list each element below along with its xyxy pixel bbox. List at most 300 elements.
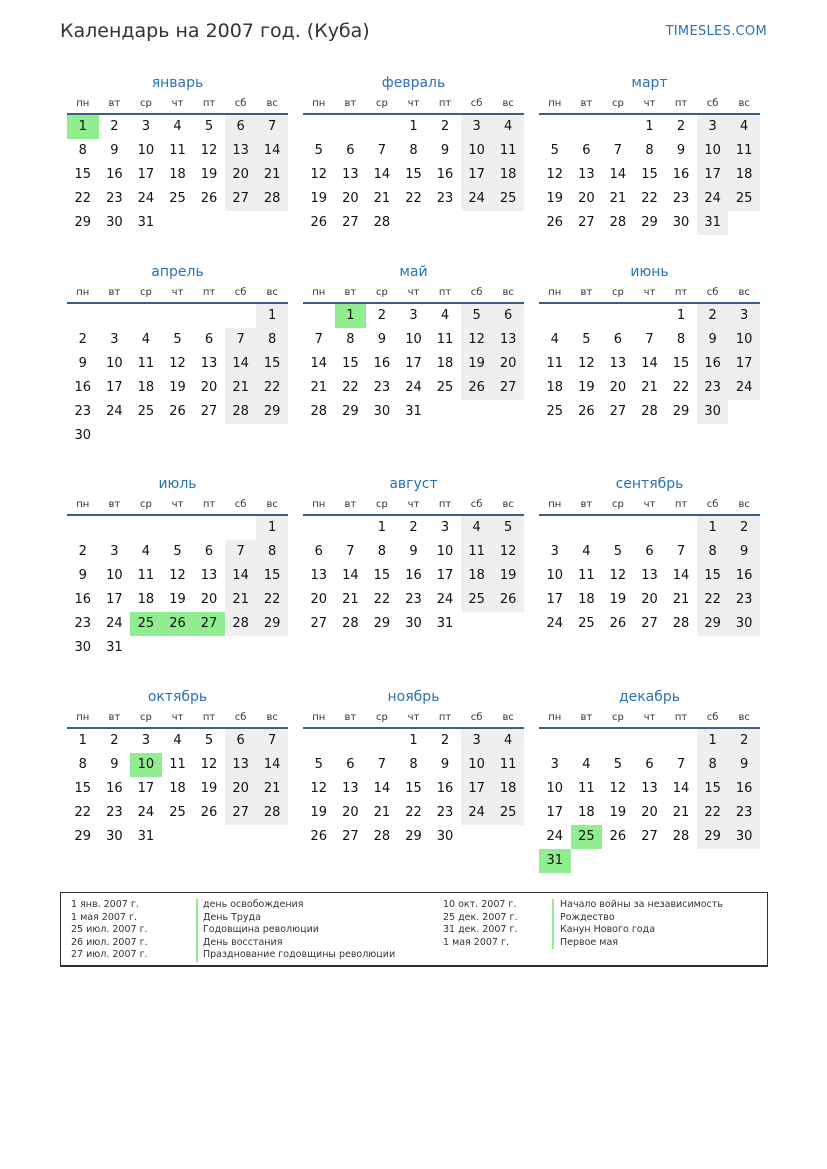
weekday-label: сб bbox=[234, 499, 247, 510]
week-row bbox=[539, 376, 760, 400]
weekday-label: пт bbox=[202, 499, 216, 510]
day-cell: 25 bbox=[578, 616, 595, 631]
day-cell: 12 bbox=[578, 356, 595, 371]
empty-day-cell bbox=[130, 424, 162, 448]
brand-link[interactable]: TIMESLES.COM bbox=[665, 24, 767, 39]
day-cell: 11 bbox=[436, 332, 454, 347]
day-cell: 23 bbox=[672, 191, 690, 206]
day-cell: 3 bbox=[461, 115, 493, 139]
day-cell: 6 bbox=[225, 729, 257, 753]
day-cell: 5 bbox=[314, 143, 323, 158]
weekday-label: вс bbox=[502, 499, 514, 510]
day-cell: 12 bbox=[609, 781, 627, 796]
empty-day-cell bbox=[162, 211, 194, 235]
week-row bbox=[303, 139, 524, 163]
day-cell: 7 bbox=[256, 729, 288, 753]
empty-day-cell bbox=[99, 516, 131, 540]
day-cell: 8 bbox=[409, 757, 418, 772]
day-cell: 15 bbox=[373, 568, 391, 583]
day-cell: 30 bbox=[697, 400, 729, 424]
month-name: май bbox=[399, 264, 428, 280]
empty-day-cell bbox=[303, 115, 335, 139]
day-cell: 2 bbox=[110, 119, 119, 134]
day-cell: 9 bbox=[409, 544, 418, 559]
day-cell: 5 bbox=[582, 332, 591, 347]
weekday-label: вт bbox=[344, 712, 357, 723]
day-cell: 23 bbox=[373, 380, 391, 395]
weekday-header bbox=[539, 494, 760, 516]
day-cell: 20 bbox=[342, 191, 359, 206]
day-cell: 13 bbox=[200, 568, 218, 583]
month-1 bbox=[67, 73, 288, 235]
empty-day-cell bbox=[366, 729, 398, 753]
day-cell: 13 bbox=[578, 167, 595, 182]
day-cell: 11 bbox=[578, 781, 595, 796]
weekday-label: пт bbox=[438, 499, 452, 510]
weekday-label: вт bbox=[580, 287, 593, 298]
day-cell: 5 bbox=[613, 757, 623, 772]
week-row bbox=[303, 753, 524, 777]
weekday-label: ср bbox=[611, 98, 624, 109]
weekday-label: сб bbox=[470, 712, 483, 723]
day-cell: 29 bbox=[256, 400, 288, 424]
day-cell: 25 bbox=[169, 191, 186, 206]
day-cell: 28 bbox=[225, 612, 257, 636]
empty-day-cell bbox=[335, 516, 367, 540]
day-cell: 27 bbox=[641, 616, 658, 631]
legend-date: 27 июл. 2007 г. bbox=[71, 949, 148, 960]
empty-day-cell bbox=[461, 612, 493, 636]
day-cell: 26 bbox=[492, 588, 524, 612]
day-cell: 21 bbox=[373, 191, 391, 206]
day-cell: 3 bbox=[550, 544, 559, 559]
month-name: сентябрь bbox=[615, 476, 684, 492]
month-name: октябрь bbox=[147, 689, 208, 705]
day-cell: 19 bbox=[578, 380, 595, 395]
day-cell: 29 bbox=[74, 829, 92, 844]
weekday-label: чт bbox=[407, 499, 420, 510]
week-row bbox=[67, 801, 288, 825]
day-cell: 25 bbox=[461, 588, 493, 612]
day-cell: 28 bbox=[342, 616, 359, 631]
weekday-label: вс bbox=[502, 712, 514, 723]
empty-day-cell bbox=[602, 849, 634, 873]
day-cell: 27 bbox=[578, 215, 595, 230]
day-cell: 1 bbox=[67, 115, 99, 139]
day-cell: 16 bbox=[405, 568, 422, 583]
week-row bbox=[303, 376, 524, 400]
week-row bbox=[539, 564, 760, 588]
week-row bbox=[67, 729, 288, 753]
week-row bbox=[303, 588, 524, 612]
day-cell: 14 bbox=[609, 167, 627, 182]
week-row bbox=[67, 564, 288, 588]
day-cell: 3 bbox=[461, 729, 493, 753]
week-row bbox=[303, 304, 524, 328]
day-cell: 11 bbox=[546, 356, 564, 371]
weekday-label: сб bbox=[706, 287, 719, 298]
day-cell: 14 bbox=[373, 167, 391, 182]
day-cell: 10 bbox=[546, 781, 564, 796]
day-cell: 27 bbox=[225, 801, 257, 825]
day-cell: 8 bbox=[409, 143, 418, 158]
legend-holiday-name: Канун Нового года bbox=[560, 924, 656, 935]
day-cell: 24 bbox=[436, 592, 454, 607]
day-cell: 5 bbox=[550, 143, 559, 158]
legend-left-marker bbox=[196, 899, 198, 962]
day-cell: 17 bbox=[405, 356, 422, 371]
day-cell: 10 bbox=[546, 568, 564, 583]
legend-holiday-name: Рождество bbox=[560, 911, 615, 923]
weekday-label: вс bbox=[266, 287, 278, 298]
day-cell: 23 bbox=[106, 191, 123, 206]
empty-day-cell bbox=[461, 825, 493, 849]
day-cell: 2 bbox=[377, 308, 387, 323]
day-cell: 13 bbox=[200, 356, 218, 371]
week-row bbox=[303, 564, 524, 588]
day-cell: 18 bbox=[728, 163, 760, 187]
week-row bbox=[67, 328, 288, 352]
day-cell: 24 bbox=[546, 616, 564, 631]
month-6 bbox=[539, 262, 760, 424]
day-cell: 17 bbox=[106, 380, 123, 395]
day-cell: 31 bbox=[697, 211, 729, 235]
day-cell: 29 bbox=[74, 215, 92, 230]
weekday-label: сб bbox=[234, 287, 247, 298]
day-cell: 17 bbox=[461, 163, 493, 187]
weekday-label: пт bbox=[438, 712, 452, 723]
empty-day-cell bbox=[461, 400, 493, 424]
day-cell: 27 bbox=[342, 829, 359, 844]
day-cell: 30 bbox=[728, 612, 760, 636]
week-row bbox=[67, 753, 288, 777]
day-cell: 25 bbox=[169, 805, 186, 820]
weekday-header bbox=[303, 494, 524, 516]
day-cell: 24 bbox=[461, 801, 493, 825]
legend-date: 10 окт. 2007 г. bbox=[443, 899, 517, 910]
day-cell: 16 bbox=[74, 380, 92, 395]
day-cell: 12 bbox=[609, 568, 627, 583]
empty-day-cell bbox=[335, 115, 367, 139]
empty-day-cell bbox=[728, 849, 760, 873]
empty-day-cell bbox=[256, 636, 288, 660]
day-cell: 8 bbox=[346, 332, 355, 347]
weekday-label: пн bbox=[76, 287, 90, 298]
day-cell: 22 bbox=[697, 588, 729, 612]
day-cell: 18 bbox=[169, 781, 186, 796]
day-cell: 3 bbox=[440, 520, 450, 535]
day-cell: 10 bbox=[461, 753, 493, 777]
week-row bbox=[303, 516, 524, 540]
day-cell: 26 bbox=[578, 404, 595, 419]
weekday-label: пт bbox=[674, 98, 688, 109]
day-cell: 1 bbox=[256, 304, 288, 328]
empty-day-cell bbox=[162, 304, 194, 328]
day-cell: 31 bbox=[106, 640, 123, 655]
week-row bbox=[539, 187, 760, 211]
day-cell: 22 bbox=[672, 380, 690, 395]
weekday-label: чт bbox=[407, 712, 420, 723]
day-cell: 30 bbox=[106, 215, 123, 230]
day-cell: 2 bbox=[110, 733, 119, 748]
empty-day-cell bbox=[303, 304, 335, 328]
weekday-label: ср bbox=[375, 499, 388, 510]
day-cell: 6 bbox=[314, 544, 323, 559]
day-cell: 1 bbox=[335, 304, 367, 328]
day-cell: 2 bbox=[78, 332, 87, 347]
week-row bbox=[539, 849, 760, 873]
weekday-label: пн bbox=[312, 287, 326, 298]
month-name: декабрь bbox=[618, 689, 681, 705]
day-cell: 4 bbox=[141, 332, 151, 347]
empty-day-cell bbox=[366, 115, 398, 139]
day-cell: 16 bbox=[697, 352, 729, 376]
day-cell: 11 bbox=[578, 568, 595, 583]
day-cell: 7 bbox=[225, 540, 257, 564]
week-row bbox=[539, 588, 760, 612]
day-cell: 8 bbox=[676, 332, 686, 347]
day-cell: 22 bbox=[697, 801, 729, 825]
day-cell: 15 bbox=[697, 777, 729, 801]
day-cell: 5 bbox=[613, 544, 623, 559]
legend-right-marker bbox=[552, 899, 554, 949]
day-cell: 30 bbox=[106, 829, 123, 844]
day-cell: 4 bbox=[461, 516, 493, 540]
day-cell: 24 bbox=[546, 829, 564, 844]
legend-date: 25 дек. 2007 г. bbox=[443, 911, 518, 923]
weekday-label: чт bbox=[643, 499, 656, 510]
day-cell: 30 bbox=[728, 825, 760, 849]
day-cell: 23 bbox=[436, 191, 454, 206]
week-row bbox=[539, 211, 760, 235]
day-cell: 11 bbox=[169, 143, 186, 158]
day-cell: 29 bbox=[256, 612, 288, 636]
day-cell: 22 bbox=[74, 191, 92, 206]
week-row bbox=[303, 163, 524, 187]
day-cell: 13 bbox=[310, 568, 328, 583]
empty-day-cell bbox=[398, 211, 430, 235]
day-cell: 4 bbox=[173, 119, 182, 134]
week-row bbox=[67, 376, 288, 400]
day-cell: 27 bbox=[609, 404, 627, 419]
day-cell: 26 bbox=[200, 805, 218, 820]
legend-holiday-name: Начало войны за независимость bbox=[560, 899, 723, 910]
day-cell: 17 bbox=[137, 781, 155, 796]
empty-day-cell bbox=[99, 304, 131, 328]
day-cell: 24 bbox=[106, 404, 123, 419]
week-row bbox=[67, 115, 288, 139]
day-cell: 18 bbox=[461, 564, 493, 588]
day-cell: 16 bbox=[672, 167, 690, 182]
empty-day-cell bbox=[728, 211, 760, 235]
day-cell: 13 bbox=[342, 167, 359, 182]
day-cell: 25 bbox=[492, 187, 524, 211]
week-row bbox=[67, 825, 288, 849]
day-cell: 13 bbox=[492, 328, 524, 352]
day-cell: 1 bbox=[697, 516, 729, 540]
weekday-label: вт bbox=[580, 499, 593, 510]
weekday-header bbox=[67, 93, 288, 115]
day-cell: 9 bbox=[440, 143, 450, 158]
legend-holiday-name: Годовщина революции bbox=[203, 924, 319, 935]
day-cell: 22 bbox=[405, 805, 422, 820]
day-cell: 19 bbox=[609, 592, 627, 607]
day-cell: 18 bbox=[436, 356, 454, 371]
weekday-label: вт bbox=[344, 499, 357, 510]
empty-day-cell bbox=[571, 849, 603, 873]
weekday-label: сб bbox=[470, 98, 483, 109]
empty-day-cell bbox=[539, 729, 571, 753]
day-cell: 11 bbox=[169, 757, 186, 772]
day-cell: 16 bbox=[728, 564, 760, 588]
week-row bbox=[303, 540, 524, 564]
day-cell: 19 bbox=[169, 380, 186, 395]
day-cell: 7 bbox=[676, 757, 686, 772]
day-cell: 19 bbox=[546, 191, 564, 206]
empty-day-cell bbox=[99, 424, 131, 448]
day-cell: 24 bbox=[106, 616, 123, 631]
empty-day-cell bbox=[571, 516, 603, 540]
day-cell: 19 bbox=[200, 781, 218, 796]
day-cell: 8 bbox=[697, 540, 729, 564]
day-cell: 25 bbox=[492, 801, 524, 825]
day-cell: 16 bbox=[436, 167, 454, 182]
day-cell: 27 bbox=[310, 616, 328, 631]
weekday-label: пн bbox=[548, 287, 562, 298]
empty-day-cell bbox=[571, 304, 603, 328]
month-name: ноябрь bbox=[387, 689, 440, 705]
day-cell: 25 bbox=[137, 404, 155, 419]
legend-date: 25 июл. 2007 г. bbox=[71, 924, 148, 935]
day-cell: 23 bbox=[436, 805, 454, 820]
weekday-label: ср bbox=[375, 98, 388, 109]
empty-day-cell bbox=[697, 849, 729, 873]
day-cell: 20 bbox=[342, 805, 359, 820]
day-cell: 12 bbox=[310, 167, 328, 182]
day-cell: 30 bbox=[405, 616, 422, 631]
day-cell: 28 bbox=[310, 404, 328, 419]
day-cell: 26 bbox=[310, 829, 328, 844]
day-cell: 10 bbox=[436, 544, 454, 559]
day-cell: 20 bbox=[641, 592, 658, 607]
empty-day-cell bbox=[335, 729, 367, 753]
weekday-label: ср bbox=[611, 712, 624, 723]
day-cell: 13 bbox=[342, 781, 359, 796]
weekday-label: сб bbox=[706, 499, 719, 510]
day-cell: 9 bbox=[110, 143, 119, 158]
day-cell: 19 bbox=[310, 805, 328, 820]
day-cell: 7 bbox=[645, 332, 654, 347]
day-cell: 12 bbox=[169, 356, 186, 371]
weekday-label: сб bbox=[706, 712, 719, 723]
day-cell: 10 bbox=[697, 139, 729, 163]
weekday-label: пн bbox=[76, 98, 90, 109]
weekday-header bbox=[539, 93, 760, 115]
weekday-label: чт bbox=[407, 287, 420, 298]
day-cell: 26 bbox=[169, 404, 186, 419]
day-cell: 5 bbox=[204, 733, 214, 748]
empty-day-cell bbox=[162, 424, 194, 448]
day-cell: 12 bbox=[492, 540, 524, 564]
day-cell: 18 bbox=[578, 592, 595, 607]
weekday-label: сб bbox=[470, 287, 483, 298]
day-cell: 12 bbox=[546, 167, 564, 182]
empty-day-cell bbox=[602, 516, 634, 540]
legend-holiday-name: Празднование годовщины революции bbox=[203, 949, 396, 960]
day-cell: 23 bbox=[74, 616, 92, 631]
day-cell: 24 bbox=[697, 187, 729, 211]
day-cell: 30 bbox=[74, 640, 92, 655]
day-cell: 16 bbox=[373, 356, 391, 371]
day-cell: 3 bbox=[728, 304, 760, 328]
day-cell: 17 bbox=[728, 352, 760, 376]
day-cell: 14 bbox=[373, 781, 391, 796]
day-cell: 6 bbox=[346, 143, 355, 158]
empty-day-cell bbox=[162, 825, 194, 849]
day-cell: 3 bbox=[697, 115, 729, 139]
empty-day-cell bbox=[193, 304, 225, 328]
empty-day-cell bbox=[539, 516, 571, 540]
empty-day-cell bbox=[256, 424, 288, 448]
day-cell: 25 bbox=[130, 612, 162, 636]
legend-holiday-name: День восстания bbox=[203, 936, 283, 948]
day-cell: 20 bbox=[310, 592, 328, 607]
empty-day-cell bbox=[193, 825, 225, 849]
month-4 bbox=[67, 262, 288, 448]
day-cell: 8 bbox=[645, 143, 654, 158]
day-cell: 16 bbox=[74, 592, 92, 607]
day-cell: 9 bbox=[728, 540, 760, 564]
day-cell: 25 bbox=[546, 404, 564, 419]
weekday-label: пн bbox=[76, 712, 90, 723]
day-cell: 7 bbox=[256, 115, 288, 139]
day-cell: 4 bbox=[440, 308, 450, 323]
day-cell: 2 bbox=[697, 304, 729, 328]
day-cell: 8 bbox=[78, 757, 87, 772]
empty-day-cell bbox=[67, 304, 99, 328]
day-cell: 20 bbox=[200, 380, 218, 395]
day-cell: 13 bbox=[641, 781, 658, 796]
day-cell: 12 bbox=[200, 143, 218, 158]
weekday-label: чт bbox=[643, 712, 656, 723]
weekday-header bbox=[539, 282, 760, 304]
weekday-label: ср bbox=[139, 712, 152, 723]
day-cell: 16 bbox=[728, 777, 760, 801]
day-cell: 7 bbox=[377, 143, 387, 158]
day-cell: 22 bbox=[373, 592, 391, 607]
day-cell: 11 bbox=[137, 356, 155, 371]
day-cell: 18 bbox=[169, 167, 186, 182]
day-cell: 30 bbox=[672, 215, 690, 230]
day-cell: 23 bbox=[74, 404, 92, 419]
day-cell: 2 bbox=[78, 544, 87, 559]
day-cell: 7 bbox=[613, 143, 623, 158]
day-cell: 21 bbox=[672, 592, 690, 607]
empty-day-cell bbox=[492, 825, 524, 849]
day-cell: 3 bbox=[141, 119, 151, 134]
day-cell: 21 bbox=[373, 805, 391, 820]
empty-day-cell bbox=[67, 516, 99, 540]
day-cell: 8 bbox=[697, 753, 729, 777]
weekday-label: ср bbox=[375, 712, 388, 723]
day-cell: 24 bbox=[405, 380, 422, 395]
day-cell: 20 bbox=[225, 163, 257, 187]
day-cell: 28 bbox=[641, 404, 658, 419]
month-7 bbox=[67, 474, 288, 660]
day-cell: 30 bbox=[436, 829, 454, 844]
day-cell: 21 bbox=[256, 163, 288, 187]
day-cell: 2 bbox=[440, 119, 450, 134]
